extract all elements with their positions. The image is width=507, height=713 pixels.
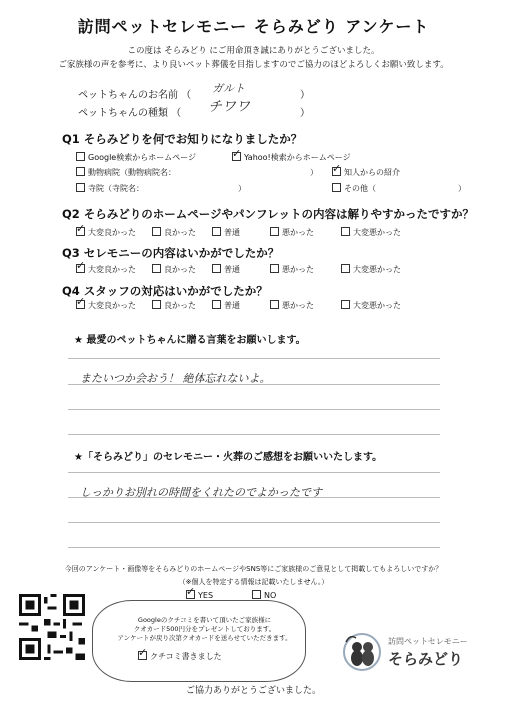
option-label: 良かった <box>164 301 196 310</box>
q3-option[interactable] <box>76 264 136 275</box>
option-label: 大変悪かった <box>353 301 401 310</box>
review-line-1: Googleのクチコミを書いて頂いたご家族様に <box>137 616 272 624</box>
review-check[interactable] <box>138 651 222 662</box>
checkbox[interactable] <box>152 227 161 236</box>
checkbox[interactable] <box>232 152 241 161</box>
section-feedback-title: ★「そらみどり」のセレモニー・火葬のご感想をお願いいたします。 <box>74 452 383 463</box>
pet-type-value[interactable]: チワワ <box>208 99 250 115</box>
qr-code-icon[interactable] <box>19 594 85 660</box>
answer-line <box>68 547 440 548</box>
review-line-3: アンケートが戻り次第クオカードを送らせていただきます。 <box>117 634 292 642</box>
option-label: 大変良かった <box>88 301 136 310</box>
consent-note: （※個人を特定する情報は記載いたしません。） <box>178 578 329 586</box>
q4-option[interactable] <box>76 300 136 311</box>
answer-line <box>68 472 440 473</box>
page-title: 訪問ペットセレモニー そらみどり アンケート <box>77 17 430 36</box>
q3-option[interactable] <box>270 264 314 275</box>
answer-line <box>68 409 440 410</box>
checkbox[interactable] <box>341 300 350 309</box>
answer-line <box>68 358 440 359</box>
checkbox[interactable] <box>152 264 161 273</box>
q1-title: Q1 そらみどりを何でお知りになりましたか？ <box>62 132 303 146</box>
checkbox[interactable] <box>186 590 195 599</box>
option-label: 動物病院（動物病院名： <box>88 168 176 177</box>
answer-line <box>68 522 440 523</box>
q1-other-close: ） <box>458 184 466 193</box>
q1-temple-close: ） <box>238 184 246 193</box>
checkbox[interactable] <box>341 264 350 273</box>
q3-option[interactable] <box>152 264 196 275</box>
q1-vet-close: ） <box>310 168 318 177</box>
q4-option[interactable] <box>212 300 240 311</box>
option-label: 寺院（寺院名： <box>88 184 144 193</box>
option-label: 良かった <box>164 265 196 274</box>
option-label: 大変悪かった <box>353 228 401 237</box>
option-label: 悪かった <box>282 228 314 237</box>
q1-option-google[interactable] <box>76 152 196 163</box>
answer-line <box>68 434 440 435</box>
option-label: 普通 <box>224 301 240 310</box>
checkbox[interactable] <box>152 300 161 309</box>
checkbox[interactable] <box>76 183 85 192</box>
option-label: 悪かった <box>282 301 314 310</box>
q3-option[interactable] <box>212 264 240 275</box>
consent-no[interactable] <box>252 590 276 600</box>
message-answer[interactable]: またいつか会おう！ 絶体忘れないよ。 <box>80 372 271 385</box>
q3-option[interactable] <box>341 264 401 275</box>
option-label: 普通 <box>224 265 240 274</box>
option-label: 普通 <box>224 228 240 237</box>
thanks-message: ご協力ありがとうございました。 <box>185 686 321 696</box>
q4-title: Q4 スタッフの対応はいかがでしたか？ <box>62 284 268 298</box>
checkbox[interactable] <box>76 264 85 273</box>
intro-line-2: ご家族様の声を参考に、より良いペット葬儀を目指しますのでご協力のほどよろしくお願い致します。 <box>58 60 449 70</box>
pet-name-value[interactable]: ガルト <box>212 82 245 95</box>
option-label: 悪かった <box>282 265 314 274</box>
checkbox[interactable] <box>332 183 341 192</box>
checkbox[interactable] <box>212 300 221 309</box>
checkbox[interactable] <box>341 227 350 236</box>
option-label: 大変良かった <box>88 265 136 274</box>
section-message-title: ★ 最愛のペットちゃんに贈る言葉をお願いします。 <box>74 335 306 346</box>
pet-type-close: ） <box>300 108 310 119</box>
checkbox[interactable] <box>212 264 221 273</box>
option-label: 良かった <box>164 228 196 237</box>
logo-subtitle: 訪問ペットセレモニー <box>388 637 468 646</box>
logo-title: そらみどり <box>388 650 464 668</box>
q1-option-vet[interactable] <box>76 167 176 178</box>
checkbox[interactable] <box>212 227 221 236</box>
q2-title: Q2 そらみどりのホームページやパンフレットの内容は解りやすかったですか？ <box>62 207 474 221</box>
q3-title: Q3 セレモニーの内容はいかがでしたか？ <box>62 246 280 260</box>
no-label: NO <box>264 591 277 600</box>
review-check-label: クチコミ書きました <box>150 652 222 661</box>
option-label: 知人からの紹介 <box>344 168 400 177</box>
consent-question: 今回のアンケート・画像等をそらみどりのホームページやSNS等にご家族様のご意見として掲載してもよろしいですか？ <box>64 565 443 573</box>
q2-option[interactable] <box>341 227 401 238</box>
q4-option[interactable] <box>152 300 196 311</box>
checkbox[interactable] <box>332 167 341 176</box>
option-label: その他（ <box>344 184 376 193</box>
q4-option[interactable] <box>270 300 314 311</box>
checkbox[interactable] <box>76 167 85 176</box>
pet-name-label: ペットちゃんのお名前 （ <box>78 90 192 101</box>
q2-option[interactable] <box>76 227 136 238</box>
checkbox[interactable] <box>76 227 85 236</box>
pet-type-label: ペットちゃんの種類 （ <box>78 108 182 119</box>
option-label: 大変悪かった <box>353 265 401 274</box>
checkbox[interactable] <box>76 152 85 161</box>
review-line-2: クオカード500円分をプレゼントしております。 <box>133 625 276 633</box>
q2-option[interactable] <box>152 227 196 238</box>
q1-option-friend[interactable] <box>332 167 400 178</box>
checkbox[interactable] <box>270 227 279 236</box>
q1-option-temple[interactable] <box>76 183 144 194</box>
option-label: 大変良かった <box>88 228 136 237</box>
q2-option[interactable] <box>270 227 314 238</box>
answer-line <box>68 497 440 498</box>
pet-name-close: ） <box>300 90 310 101</box>
pet-logo-icon <box>340 630 384 674</box>
checkbox[interactable] <box>270 300 279 309</box>
intro-line-1: この度は そらみどり にご用命頂き誠にありがとうございました。 <box>127 46 380 56</box>
q2-option[interactable] <box>212 227 240 238</box>
consent-yes[interactable] <box>186 590 213 600</box>
checkbox[interactable] <box>138 651 147 660</box>
checkbox[interactable] <box>252 590 261 599</box>
option-label: Google検索からホームページ <box>88 153 197 162</box>
feedback-answer[interactable]: しっかりお別れの時間をくれたのでよかったです <box>80 486 322 499</box>
q4-option[interactable] <box>341 300 401 311</box>
checkbox[interactable] <box>76 300 85 309</box>
checkbox[interactable] <box>270 264 279 273</box>
q1-option-other[interactable] <box>332 183 376 194</box>
answer-line <box>68 384 440 385</box>
option-label: Yahoo!検索からホームページ <box>244 153 351 162</box>
yes-label: YES <box>198 591 214 600</box>
